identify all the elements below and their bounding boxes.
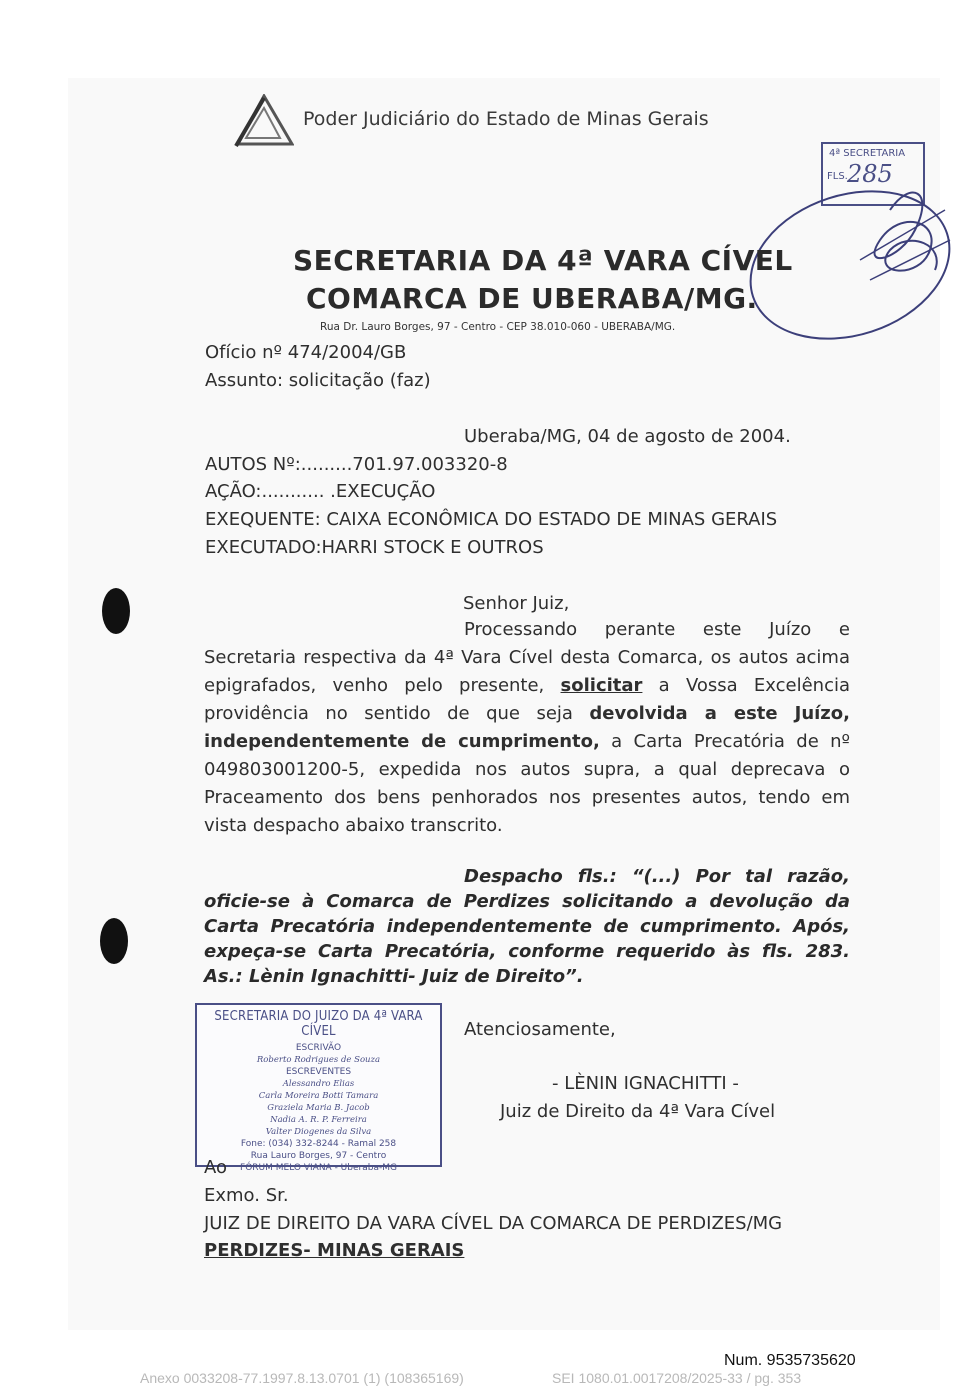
subject: Assunto: solicitação (faz): [205, 370, 431, 391]
place-date: Uberaba/MG, 04 de agosto de 2004.: [464, 426, 791, 447]
paragraph-solicitar: solicitar: [560, 675, 643, 696]
stamp-escrivao-label: ESCRIVÃO: [295, 1043, 342, 1053]
seal-fls-number: 285: [847, 160, 893, 188]
stamp-street: Rua Lauro Borges, 97 - Centro: [250, 1151, 387, 1161]
paragraph-part-c: a Carta Precatória de nº 049803001200-5, expedida nos autos supra, a qual deprecava o Praceamento dos bens penhorados nos presentes autos, tendo em vista despacho abaixo transcrito.: [204, 731, 850, 836]
recipient-line-1: JUIZ DE DIREITO DA VARA CÍVEL DA COMARCA DE PERDIZES/MG: [204, 1213, 783, 1234]
seal-label: 4ª SECRETARIA: [829, 148, 906, 159]
acao: AÇÃO:........... .EXECUÇÃO: [205, 481, 436, 502]
recipient-line-2: PERDIZES- MINAS GERAIS: [204, 1240, 465, 1261]
document-number: Num. 9535735620: [724, 1352, 856, 1369]
stamp-escrivao-name: Roberto Rodrigues de Souza: [256, 1055, 381, 1065]
stamp-phone: Fone: (034) 332-8244 - Ramal 258: [240, 1139, 397, 1149]
paragraph-part-b: a Vossa Excelência providência no sentido de que seja: [204, 675, 850, 724]
title-line-2: COMARCA DE UBERABA/MG.: [306, 282, 758, 315]
signer-title: Juiz de Direito da 4ª Vara Cível: [500, 1101, 776, 1122]
closing: Atenciosamente,: [464, 1019, 616, 1040]
recipient-ao: Ao: [204, 1157, 228, 1178]
sei-reference: SEI 1080.01.0017208/2025-33 / pg. 353: [552, 1370, 802, 1386]
seal-fls-label: FLS.: [827, 171, 848, 182]
stamp-name: Graziela Maria B. Jacob: [267, 1103, 370, 1113]
stamp-name: Valter Diogenes da Silva: [265, 1127, 372, 1137]
title-line-1: SECRETARIA DA 4ª VARA CÍVEL: [293, 244, 793, 277]
despacho-quote: [204, 864, 850, 989]
punch-hole-top: [102, 588, 130, 634]
paragraph-part-a: Processando perante este Juízo e Secretaria respectiva da 4ª Vara Cível desta Comarca, os autos acima epigrafados, venho pelo presente,: [204, 619, 850, 696]
autos-number: AUTOS Nº:.........701.97.003320-8: [205, 454, 508, 475]
paragraph-bold: devolvida a este Juízo, independentemente de cumprimento,: [204, 703, 850, 752]
signer-name: - LÈNIN IGNACHITTI -: [552, 1073, 739, 1094]
exequente: EXEQUENTE: CAIXA ECONÔMICA DO ESTADO DE MINAS GERAIS: [205, 509, 778, 530]
recipient-exmo: Exmo. Sr.: [204, 1185, 289, 1206]
organization-name: Poder Judiciário do Estado de Minas Gerais: [303, 108, 709, 130]
salutation: Senhor Juiz,: [463, 593, 570, 614]
punch-hole-bottom: [100, 918, 128, 964]
stamp-title: SECRETARIA DO JUIZO DA 4ª VARA CÍVEL: [214, 1009, 423, 1039]
oficio-number: Ofício nº 474/2004/GB: [205, 342, 407, 363]
executado: EXECUTADO:HARRI STOCK E OUTROS: [205, 537, 544, 558]
main-paragraph: [204, 616, 850, 840]
stamp-escreventes-label: ESCREVENTES: [285, 1067, 352, 1077]
stamp-name: Nadia A. R. P. Ferreira: [270, 1115, 367, 1125]
annex-reference: Anexo 0033208-77.1997.8.13.0701 (1) (108365169): [140, 1370, 464, 1386]
despacho-text: Despacho fls.: “(...) Por tal razão, oficie-se à Comarca de Perdizes solicitando a devolução da Carta Precatória independentemente de cumprimento. Após, expeça-se Carta Precatória, conforme requerido às fls. 283. As.: Lènin Ignachitti- Juiz de Direito”.: [204, 866, 850, 987]
stamp-forum: FÓRUM MELO VIANA - Uberaba-MG: [240, 1163, 397, 1173]
stamp-name: Alessandro Elias: [282, 1079, 355, 1089]
stamp-name: Carla Moreira Botti Tamara: [258, 1091, 379, 1101]
address: Rua Dr. Lauro Borges, 97 - Centro - CEP 38.010-060 - UBERABA/MG.: [320, 321, 676, 333]
judiciary-logo-icon: [234, 94, 294, 148]
